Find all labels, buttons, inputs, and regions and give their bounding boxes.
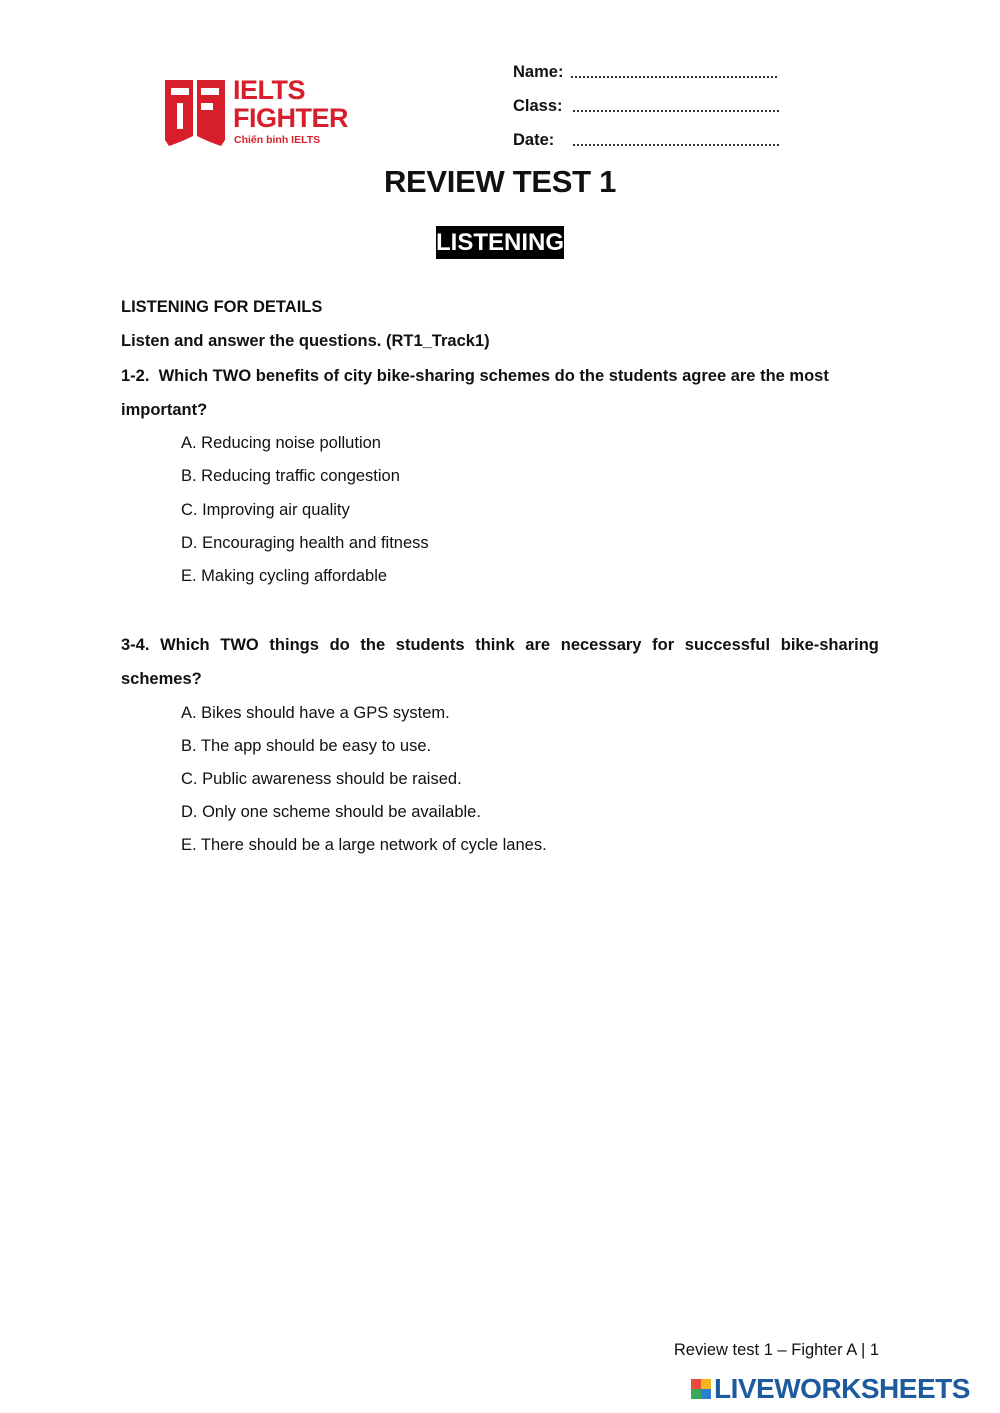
class-label: Class:	[513, 97, 563, 115]
question-word: Which	[160, 636, 210, 654]
question-word: for	[652, 636, 675, 654]
q1-option-c[interactable]: C. Improving air quality	[181, 501, 350, 519]
question-word: are	[525, 636, 551, 654]
question-word: do	[329, 636, 350, 654]
question-3-4-line1	[121, 636, 879, 655]
q1-option-d[interactable]: D. Encouraging health and fitness	[181, 534, 429, 552]
date-label: Date:	[513, 131, 555, 149]
name-blank[interactable]	[571, 76, 777, 78]
question-number: 1-2.	[121, 367, 150, 385]
class-field[interactable]	[513, 97, 563, 116]
question-text: Which TWO benefits of city bike-sharing schemes do the students agree are the most	[158, 367, 829, 385]
instruction: Listen and answer the questions. (RT1_Track1)	[121, 332, 490, 350]
question-word: necessary	[560, 636, 642, 654]
date-blank[interactable]	[573, 144, 779, 146]
question-word: successful	[684, 636, 771, 654]
section-badge-listening: LISTENING	[436, 226, 564, 259]
question-word: bike-sharing	[780, 636, 879, 654]
q3-option-d[interactable]: D. Only one scheme should be available.	[181, 803, 481, 821]
question-3-4-line2: schemes?	[121, 670, 202, 688]
q1-option-a[interactable]: A. Reducing noise pollution	[181, 434, 381, 452]
date-field[interactable]	[513, 131, 554, 150]
question-1-2-line2: important?	[121, 401, 208, 419]
question-word: students	[395, 636, 465, 654]
question-word: the	[360, 636, 386, 654]
ielts-fighter-logo	[163, 74, 378, 152]
question-word: think	[475, 636, 515, 654]
liveworksheets-watermark	[691, 1374, 970, 1404]
q3-option-c[interactable]: C. Public awareness should be raised.	[181, 770, 462, 788]
liveworksheets-text: LIVEWORKSHEETS	[714, 1373, 970, 1404]
liveworksheets-icon	[691, 1379, 711, 1399]
ielts-fighter-shield-icon	[163, 76, 227, 148]
name-label: Name:	[513, 63, 564, 81]
class-blank[interactable]	[573, 110, 779, 112]
q3-option-b[interactable]: B. The app should be easy to use.	[181, 737, 432, 755]
q1-option-b[interactable]: B. Reducing traffic congestion	[181, 467, 400, 485]
page-footer: Review test 1 – Fighter A | 1	[673, 1341, 879, 1359]
logo-tagline: Chiến binh IELTS	[234, 134, 321, 146]
q3-option-e[interactable]: E. There should be a large network of cycle lanes.	[181, 836, 547, 854]
logo-word-ielts: IELTS	[233, 75, 306, 105]
question-1-2-line1	[121, 367, 829, 386]
logo-word-fighter: FIGHTER	[233, 103, 348, 133]
question-word: TWO	[220, 636, 259, 654]
subheading: LISTENING FOR DETAILS	[121, 298, 323, 316]
question-word: things	[269, 636, 319, 654]
name-field[interactable]	[513, 63, 563, 82]
q3-option-a[interactable]: A. Bikes should have a GPS system.	[181, 704, 450, 722]
question-number: 3-4.	[121, 636, 150, 654]
q1-option-e[interactable]: E. Making cycling affordable	[181, 567, 388, 585]
page-title: REVIEW TEST 1	[383, 164, 617, 199]
